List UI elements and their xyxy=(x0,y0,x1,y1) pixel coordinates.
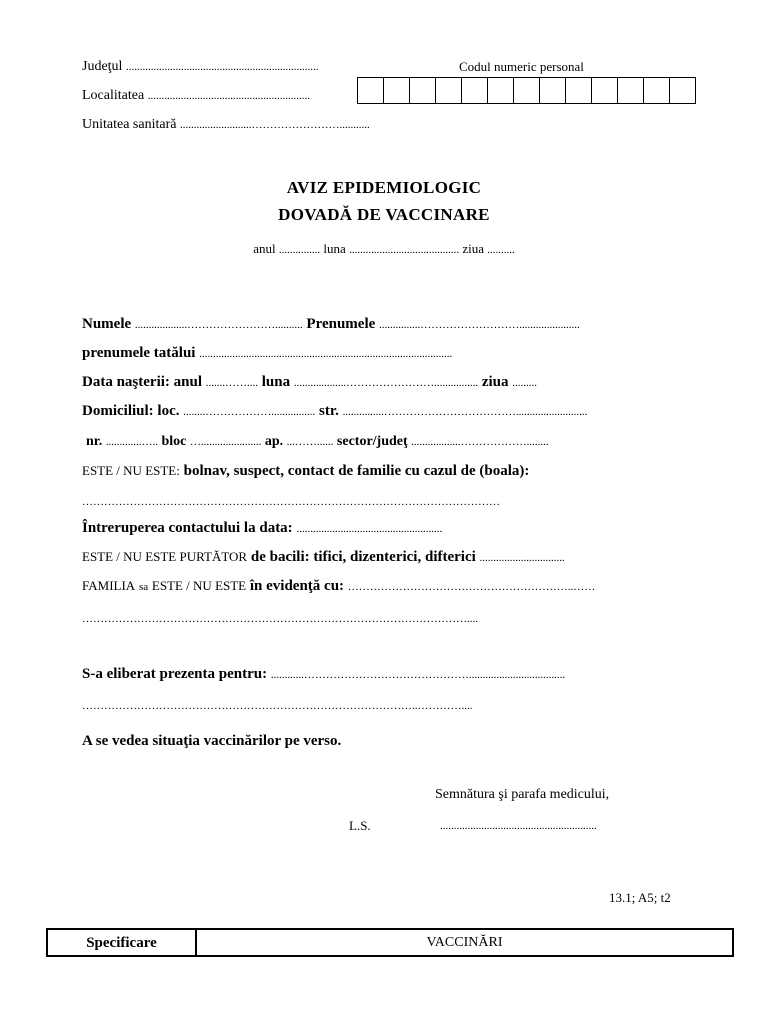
unitate-row xyxy=(82,117,370,133)
eliberat-label: S-a eliberat prezenta pentru: xyxy=(82,666,268,682)
cnp-grid[interactable] xyxy=(357,77,696,104)
intrerupere-label: Întreruperea contactului la data: xyxy=(82,520,293,536)
nastere-luna-field[interactable]: ...................……………………................ xyxy=(293,377,479,389)
intrerupere-field[interactable]: ..................................................... xyxy=(296,523,443,535)
form-code: 13.1; A5; t2 xyxy=(609,890,671,905)
cnp-cell[interactable] xyxy=(592,78,618,103)
nastere-ziua-field[interactable]: ......... xyxy=(512,377,538,389)
signature-label: Semnătura şi parafa medicului, xyxy=(435,787,610,802)
nr-label: nr. xyxy=(86,434,103,449)
eliberat-field[interactable]: ............………………………………………................................... xyxy=(270,669,566,681)
unitate-field[interactable]: ..........................……………………........... xyxy=(179,119,370,131)
nastere-row xyxy=(82,374,537,391)
domiciliu-row xyxy=(82,403,587,420)
numele-row xyxy=(82,316,580,333)
cnp-cell[interactable] xyxy=(566,78,592,103)
date-row xyxy=(0,241,768,257)
title-line-1: AVIZ EPIDEMIOLOGIC xyxy=(286,178,482,197)
localitate-field[interactable]: ........................................................... xyxy=(147,90,310,102)
localitate-row xyxy=(82,88,310,104)
cnp-cell[interactable] xyxy=(488,78,514,103)
bloc-label: bloc xyxy=(161,434,187,449)
verso-note: A se vedea situaţia vaccinărilor pe verso. xyxy=(82,733,342,749)
este-row xyxy=(82,463,529,480)
judet-row xyxy=(82,59,318,75)
cnp-cell[interactable] xyxy=(436,78,462,103)
este-prefix: ESTE / NU ESTE: xyxy=(82,463,180,478)
familia-prefix-1: FAMILIA xyxy=(82,578,136,593)
judet-label: Judeţul xyxy=(82,59,123,74)
tata-label: prenumele tatălui xyxy=(82,345,196,361)
title-line-2: DOVADĂ DE VACCINARE xyxy=(278,205,490,224)
sector-label: sector/judeţ xyxy=(336,434,408,449)
familia-prefix-2: ESTE / NU ESTE xyxy=(151,578,247,593)
cnp-cell[interactable] xyxy=(410,78,436,103)
numele-field[interactable]: ...................…………………….......... xyxy=(134,319,303,331)
judet-field[interactable]: ...................................................................... xyxy=(125,61,319,73)
bloc-field[interactable]: …...................... xyxy=(189,436,262,448)
adresa-row xyxy=(86,434,549,450)
cnp-cell[interactable] xyxy=(644,78,670,103)
cnp-cell[interactable] xyxy=(514,78,540,103)
familia-field-2[interactable]: …………………………………………………………………………………………….... xyxy=(82,613,478,625)
purtator-field[interactable]: ............................... xyxy=(479,552,565,564)
signature-field[interactable]: ......................................................... xyxy=(440,820,597,832)
unitate-label: Unitatea sanitară xyxy=(82,117,177,132)
domiciliu-label: Domiciliul: loc. xyxy=(82,403,180,419)
cnp-label: Codul numeric personal xyxy=(459,59,584,74)
cnp-cell[interactable] xyxy=(540,78,566,103)
str-label: str. xyxy=(319,403,339,419)
vaccinari-table xyxy=(46,928,734,957)
tata-field[interactable]: ............................................................................................ xyxy=(199,348,453,360)
cnp-cell[interactable] xyxy=(384,78,410,103)
table-header-vaccinari: VACCINĂRI xyxy=(426,935,503,950)
prenumele-field[interactable]: ...............………………………...................... xyxy=(379,319,580,331)
cnp-cell[interactable] xyxy=(462,78,488,103)
este-field[interactable]: …………………………………………………………………………………………………… xyxy=(82,496,500,508)
ap-label: ap. xyxy=(264,434,284,449)
ls-label: L.S. xyxy=(349,818,371,833)
intrerupere-row xyxy=(82,520,442,537)
eliberat-row xyxy=(82,666,565,683)
date-anul-label: anul xyxy=(253,241,276,256)
nastere-ziua-label: ziua xyxy=(481,374,509,390)
localitate-label: Localitatea xyxy=(82,88,145,103)
purtator-row xyxy=(82,549,565,566)
tata-row xyxy=(82,345,452,362)
familia-field[interactable]: ……………………………………………………..…… xyxy=(347,581,596,593)
date-ziua-label: ziua xyxy=(462,241,484,256)
date-ziua-field[interactable]: .......... xyxy=(487,244,515,256)
eliberat-field-2[interactable]: ………………………………………………………………………………..………….... xyxy=(82,700,473,712)
date-luna-label: luna xyxy=(323,241,346,256)
familia-sa: sa xyxy=(138,581,149,593)
table-header-specificare: Specificare xyxy=(48,930,197,955)
domiciliu-loc-field[interactable]: ........………………................ xyxy=(183,406,316,418)
nr-field[interactable]: .............….. xyxy=(105,436,158,448)
este-text: bolnav, suspect, contact de familie cu cazul de (boala): xyxy=(183,463,530,479)
nastere-label: Data naşterii: anul xyxy=(82,374,202,390)
nastere-anul-field[interactable]: .......…….... xyxy=(205,377,258,389)
cnp-cell[interactable] xyxy=(670,78,695,103)
date-luna-field[interactable]: ........................................ xyxy=(349,244,460,256)
familia-text: în evidenţă cu: xyxy=(249,578,345,594)
str-field[interactable]: ...............……………………………….......................... xyxy=(342,406,588,418)
ap-field[interactable]: ...……...... xyxy=(286,436,334,448)
nastere-luna-label: luna xyxy=(261,374,291,390)
purtator-prefix: ESTE / NU ESTE PURTĂTOR xyxy=(82,549,248,564)
prenumele-label: Prenumele xyxy=(306,316,376,332)
cnp-cell[interactable] xyxy=(618,78,644,103)
date-anul-field[interactable]: ............... xyxy=(278,244,321,256)
familia-row xyxy=(82,578,595,595)
numele-label: Numele xyxy=(82,316,132,332)
cnp-cell[interactable] xyxy=(358,78,384,103)
purtator-text: de bacili: tifici, dizenterici, difterici xyxy=(250,549,476,565)
sector-field[interactable]: ..................………………........ xyxy=(411,436,549,448)
